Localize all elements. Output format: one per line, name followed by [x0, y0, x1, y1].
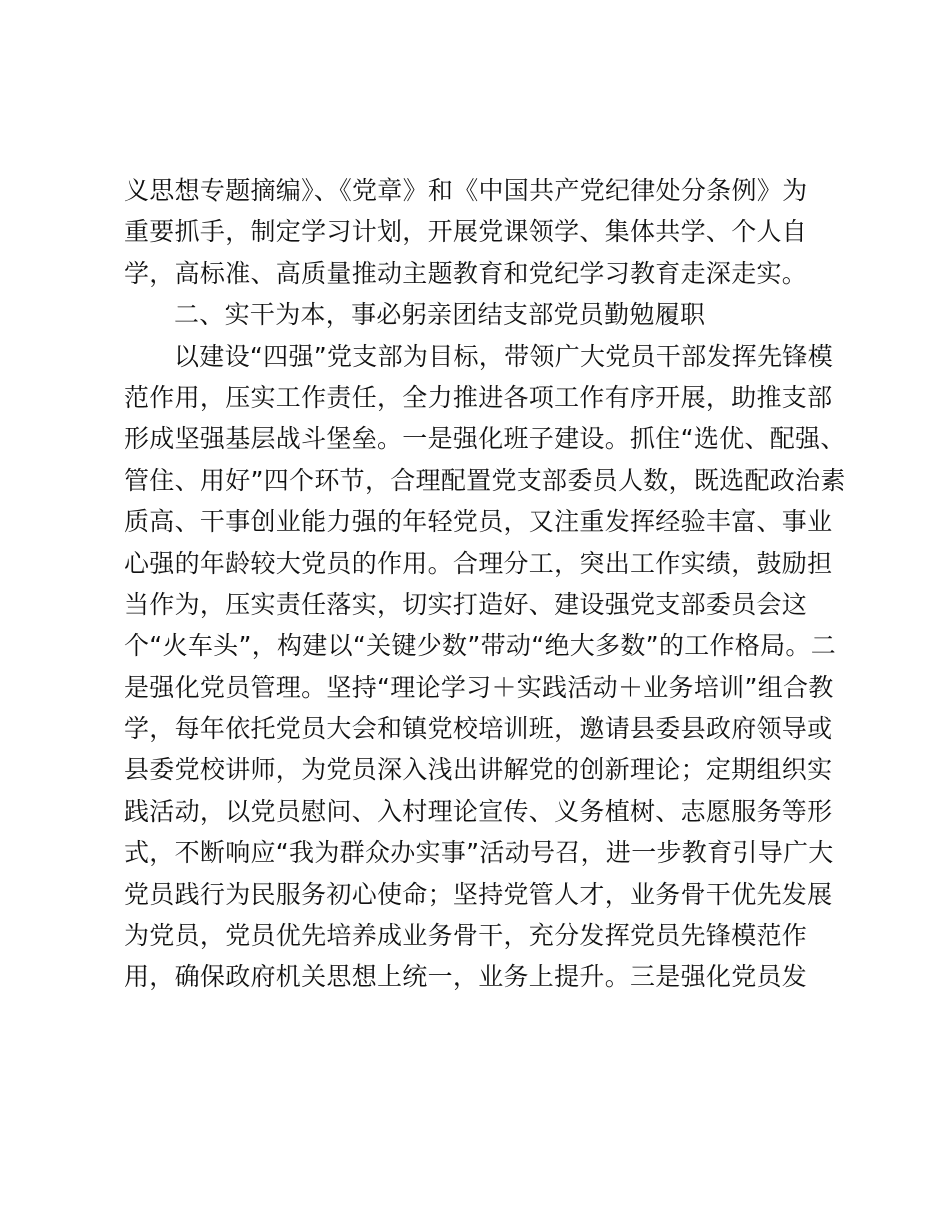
text-line: 范作用，压实工作责任，全力推进各项工作有序开展，助推支部 — [124, 382, 833, 412]
document-body — [124, 170, 844, 998]
text-line: 用，确保政府机关思想上统一，业务上提升。三是强化党员发 — [124, 962, 808, 992]
text-line: 重要抓手，制定学习计划，开展党课领学、集体共学、个人自 — [124, 217, 808, 247]
text-line: 践活动，以党员慰问、入村理论宣传、义务植树、志愿服务等形 — [124, 796, 833, 826]
text-line: 管住、用好”四个环节，合理配置党支部委员人数，既选配政治素 — [124, 465, 846, 495]
text-line: 以建设“四强”党支部为目标，带领广大党员干部发挥先锋模 — [174, 341, 834, 371]
text-line: 当作为，压实责任落实，切实打造好、建设强党支部委员会这 — [124, 589, 808, 619]
text-line: 个“火车头”，构建以“关键少数”带动“绝大多数”的工作格局。二 — [124, 631, 837, 661]
section-heading: 二、实干为本，事必躬亲团结支部党员勤勉履职 — [174, 300, 706, 330]
text-line: 党员践行为民服务初心使命；坚持党管人才，业务骨干优先发展 — [124, 879, 833, 909]
text-line: 是强化党员管理。坚持“理论学习＋实践活动＋业务培训”组合教 — [124, 672, 834, 702]
text-line: 心强的年龄较大党员的作用。合理分工，突出工作实绩，鼓励担 — [124, 548, 833, 578]
text-line: 形成坚强基层战斗堡垒。一是强化班子建设。抓住“选优、配强、 — [124, 424, 846, 454]
text-line: 义思想专题摘编》、《党章》和《中国共产党纪律处分条例》为 — [124, 176, 808, 205]
text-line: 式，不断响应“我为群众办实事”活动号召，进一步教育引导广大 — [124, 838, 834, 868]
text-line: 质高、干事创业能力强的年轻党员，又注重发挥经验丰富、事业 — [124, 507, 833, 537]
text-line: 学，高标准、高质量推动主题教育和党纪学习教育走深走实。 — [124, 258, 808, 288]
text-line: 学，每年依托党员大会和镇党校培训班，邀请县委县政府领导或 — [124, 714, 833, 744]
text-line: 为党员，党员优先培养成业务骨干，充分发挥党员先锋模范作 — [124, 921, 808, 951]
text-line: 县委党校讲师，为党员深入浅出讲解党的创新理论；定期组织实 — [124, 755, 833, 785]
